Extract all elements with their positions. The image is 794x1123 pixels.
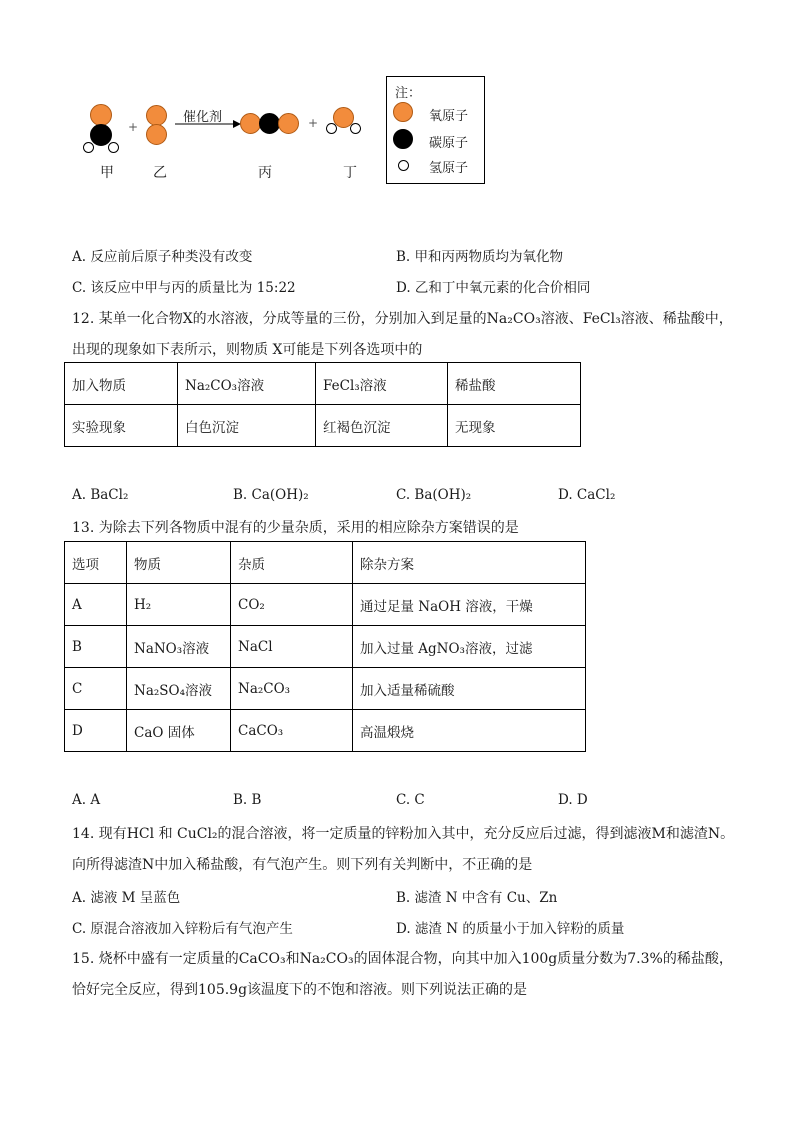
legend-label-oxygen: 氧原子 (429, 109, 469, 124)
table-cell: D (65, 710, 127, 752)
q14-option-b: B. 滤渣 N 中含有 Cu、Zn (396, 890, 558, 906)
molecule-label-yi: 乙 (153, 165, 167, 181)
q15-stem-line1: 15. 烧杯中盛有一定质量的CaCO₃和Na₂CO₃的固体混合物，向其中加入100g质量分数为7.3%的稀盐酸， (72, 951, 733, 967)
hydrogen-atom (326, 123, 337, 134)
table-cell: 加入过量 AgNO₃溶液，过滤 (353, 626, 586, 668)
table-cell: Na₂CO₃溶液 (178, 363, 316, 405)
table-cell: 稀盐酸 (448, 363, 581, 405)
q12-table (64, 362, 581, 447)
q13-stem-line1: 13. 为除去下列各物质中混有的少量杂质，采用的相应除杂方案错误的是 (72, 520, 519, 536)
hydrogen-atom (83, 142, 94, 153)
carbon-atom-legend (393, 129, 413, 149)
table-cell: NaCl (231, 626, 353, 668)
table-cell: 白色沉淀 (178, 405, 316, 447)
q11-option-a: A. 反应前后原子种类没有改变 (72, 249, 253, 265)
table-cell: 选项 (65, 542, 127, 584)
q11-option-c: C. 该反应中甲与丙的质量比为 15:22 (72, 280, 296, 296)
table-cell: CaO 固体 (127, 710, 231, 752)
q12-option-b: B. Ca(OH)₂ (233, 487, 309, 503)
q11-option-d: D. 乙和丁中氧元素的化合价相同 (396, 280, 591, 296)
oxygen-atom-legend (393, 102, 413, 122)
hydrogen-atom (350, 123, 361, 134)
table-cell: 实验现象 (65, 405, 178, 447)
molecule-label-jia: 甲 (100, 165, 114, 181)
legend-label-carbon: 碳原子 (429, 136, 469, 151)
q14-option-c: C. 原混合溶液加入锌粉后有气泡产生 (72, 921, 293, 937)
table-cell: 无现象 (448, 405, 581, 447)
table-cell: 除杂方案 (353, 542, 586, 584)
molecule-label-ding: 丁 (343, 165, 357, 181)
q13-option-a: A. A (72, 792, 101, 808)
q15-stem-line2: 恰好完全反应，得到105.9g该温度下的不饱和溶液。则下列说法正确的是 (72, 982, 528, 998)
legend-label-hydrogen: 氢原子 (429, 161, 469, 176)
table-cell: B (65, 626, 127, 668)
table-cell: FeCl₃溶液 (316, 363, 448, 405)
oxygen-atom (240, 113, 261, 134)
q14-stem-line2: 向所得滤渣N中加入稀盐酸，有气泡产生。则下列有关判断中，不正确的是 (72, 857, 533, 873)
q11-option-b: B. 甲和丙两物质均为氧化物 (396, 249, 564, 265)
table-cell: CaCO₃ (231, 710, 353, 752)
table-cell: 红褐色沉淀 (316, 405, 448, 447)
oxygen-atom (278, 113, 299, 134)
legend-title: 注： (395, 86, 422, 101)
q14-option-d: D. 滤渣 N 的质量小于加入锌粉的质量 (396, 921, 625, 937)
q13-option-c: C. C (396, 792, 425, 808)
plus-sign: + (128, 120, 139, 134)
hydrogen-atom (108, 142, 119, 153)
table-cell: C (65, 668, 127, 710)
plus-sign: + (308, 116, 319, 130)
table-cell: A (65, 584, 127, 626)
table-cell: Na₂SO₄溶液 (127, 668, 231, 710)
q13-option-b: B. B (233, 792, 262, 808)
table-cell: 杂质 (231, 542, 353, 584)
q12-option-a: A. BaCl₂ (72, 487, 129, 503)
legend-box (386, 76, 485, 184)
table-cell: Na₂CO₃ (231, 668, 353, 710)
table-cell: H₂ (127, 584, 231, 626)
q13-option-d: D. D (558, 792, 588, 808)
q12-option-c: C. Ba(OH)₂ (396, 487, 472, 503)
q13-table (64, 541, 586, 752)
table-cell: CO₂ (231, 584, 353, 626)
oxygen-atom (146, 105, 167, 126)
table-cell: 加入适量稀硫酸 (353, 668, 586, 710)
arrow-label: 催化剂 (183, 110, 223, 125)
molecule-label-bing: 丙 (258, 165, 272, 181)
table-cell: NaNO₃溶液 (127, 626, 231, 668)
q12-stem-line1: 12. 某单一化合物X的水溶液，分成等量的三份，分别加入到足量的Na₂CO₃溶液、FeCl₃溶液、稀盐酸中， (72, 311, 733, 327)
table-cell: 物质 (127, 542, 231, 584)
q14-option-a: A. 滤液 M 呈蓝色 (72, 890, 181, 906)
oxygen-atom (90, 104, 112, 126)
q14-stem-line1: 14. 现有HCl 和 CuCl₂的混合溶液，将一定质量的锌粉加入其中，充分反应后过滤，得到滤液M和滤渣N。 (72, 826, 735, 842)
q12-option-d: D. CaCl₂ (558, 487, 616, 503)
hydrogen-atom-legend (398, 160, 409, 171)
table-cell: 加入物质 (65, 363, 178, 405)
table-cell: 通过足量 NaOH 溶液，干燥 (353, 584, 586, 626)
oxygen-atom (146, 124, 167, 145)
q12-stem-line2: 出现的现象如下表所示，则物质 X可能是下列各选项中的 (72, 342, 423, 358)
arrow-icon (175, 118, 241, 130)
table-cell: 高温煅烧 (353, 710, 586, 752)
carbon-atom (259, 113, 280, 134)
